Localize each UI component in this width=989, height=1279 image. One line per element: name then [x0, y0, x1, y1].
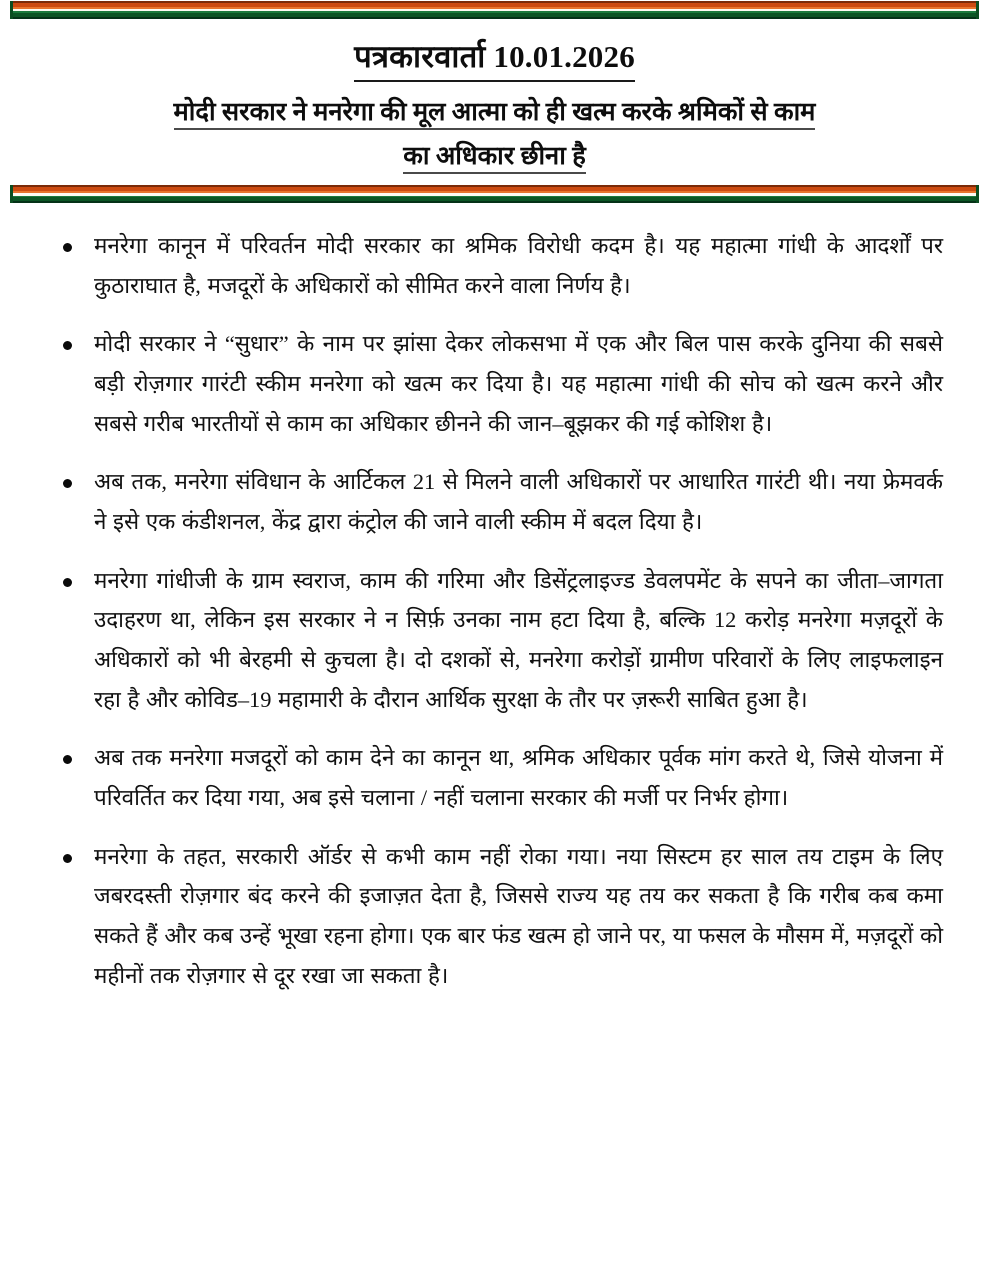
band-green-dark [13, 17, 976, 19]
list-item-text: मनरेगा गांधीजी के ग्राम स्वराज, काम की गरिमा और डिसेंट्रलाइज्ड डेवलपमेंट के सपने का जीता–जागता उदाहरण था, लेकिन इस सरकार ने न सिर्फ़ उनका नाम हटा दिया है, बल्कि 12 करोड़ मनरेगा मज़दूरों के अधिकारों को भी बेरहमी से कुचला है। दो दशकों से, मनरेगा करोड़ों ग्रामीण परिवारों के लिए लाइफलाइन रहा है और कोविड–19 महामारी के दौरान आर्थिक सुरक्षा के तौर पर ज़रूरी साबित हुआ है। [94, 567, 943, 712]
bullet-list [46, 226, 943, 995]
document-body [0, 204, 989, 1005]
list-item-text: मोदी सरकार ने “सुधार” के नाम पर झांसा देकर लोकसभा में एक और बिल पास करके दुनिया की सबसे बड़ी रोज़गार गारंटी स्कीम मनरेगा को खत्म कर दिया है। यह महात्मा गांधी की सोच को खत्म करने और सबसे गरीब भारतीयों से काम का अधिकार छीनने की जान–बूझकर की गई कोशिश है। [94, 331, 943, 436]
list-item [46, 561, 943, 720]
list-item-text: अब तक, मनरेगा संविधान के आर्टिकल 21 से मिलने वाली अधिकारों पर आधारित गारंटी थी। नया फ्रेमवर्क ने इसे एक कंडीशनल, केंद्र द्वारा कंट्रोल की जाने वाली स्कीम में बदल दिया है। [94, 469, 943, 535]
page-subtitle [37, 94, 952, 174]
tricolor-rule-top [13, 0, 976, 20]
bullet-marker-icon [63, 341, 72, 350]
document-header [0, 20, 989, 184]
bullet-marker-icon [63, 243, 72, 252]
bullet-marker-icon [63, 854, 72, 863]
list-item-text: मनरेगा के तहत, सरकारी ऑर्डर से कभी काम नहीं रोका गया। नया सिस्टम हर साल तय टाइम के लिए जबरदस्ती रोज़गार बंद करने की इजाज़त देता है, जिससे राज्य यह तय कर सकता है कि गरीब कब कमा सकते हैं और कब उन्हें भूखा रहना होगा। एक बार फंड खत्म हो जाने पर, या फसल के मौसम में, मज़दूरों को महीनों तक रोज़गार से दूर रखा जा सकता है। [94, 843, 943, 988]
tricolor-bands [13, 185, 976, 203]
rule-right-cap [976, 185, 979, 203]
list-item [46, 738, 943, 817]
list-item-text: अब तक मनरेगा मजदूरों को काम देने का कानून था, श्रमिक अधिकार पूर्वक मांग करते थे, जिसे योजना में परिवर्तित कर दिया गया, अब इसे चलाना / नहीं चलाना सरकार की मर्जी पर निर्भर होगा। [94, 745, 943, 811]
list-item [46, 462, 943, 541]
subtitle-line-2: का अधिकार छीना है [403, 141, 585, 174]
rule-left-cap [10, 185, 13, 203]
rule-left-cap [10, 1, 13, 19]
band-green-dark [13, 201, 976, 203]
subtitle-line-1: मोदी सरकार ने मनरेगा की मूल आत्मा को ही खत्म करके श्रमिकों से काम [174, 97, 816, 130]
list-item [46, 837, 943, 996]
bullet-marker-icon [63, 755, 72, 764]
rule-right-cap [976, 1, 979, 19]
tricolor-bands [13, 1, 976, 19]
page-title: पत्रकारवार्ता 10.01.2026 [354, 38, 635, 82]
list-item [46, 226, 943, 305]
tricolor-rule-bottom [13, 184, 976, 204]
bullet-marker-icon [63, 578, 72, 587]
bullet-marker-icon [63, 479, 72, 488]
list-item [46, 324, 943, 443]
list-item-text: मनरेगा कानून में परिवर्तन मोदी सरकार का श्रमिक विरोधी कदम है। यह महात्मा गांधी के आदर्शों पर कुठाराघात है, मजदूरों के अधिकारों को सीमित करने वाला निर्णय है। [94, 233, 943, 298]
